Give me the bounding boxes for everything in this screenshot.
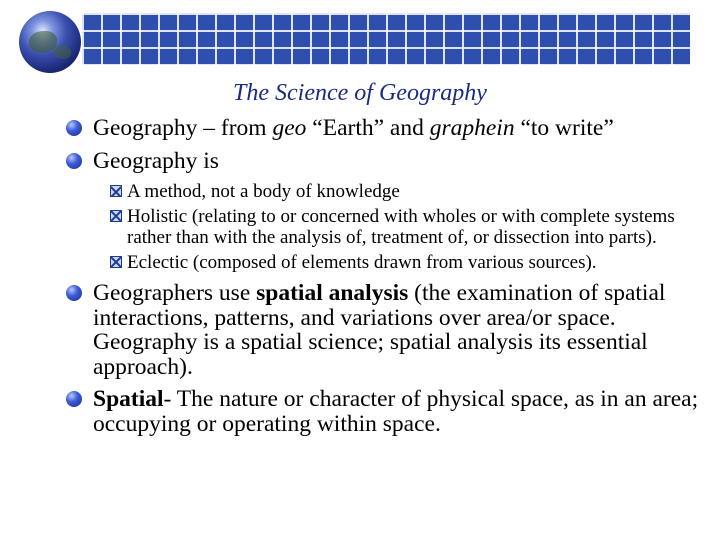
etymology-geo: geo xyxy=(272,115,307,141)
spatial-analysis-term: spatial analysis xyxy=(256,280,409,306)
slide-title: The Science of Geography xyxy=(233,80,487,106)
etymology-text-1: Geography – from xyxy=(93,115,273,141)
sphere-bullet-icon xyxy=(66,285,82,301)
geography-is-text: Geography is xyxy=(93,147,219,174)
bullet-item-etymology xyxy=(66,116,706,141)
sub-item-eclectic xyxy=(110,252,706,274)
etymology-graphein: graphein xyxy=(429,115,515,141)
sub-item-eclectic-text: Eclectic (composed of elements drawn from various sources). xyxy=(127,251,597,273)
sub-item-holistic-text: Holistic (relating to or concerned with wholes or with complete systems rather than with the analysis of, treatment of, or dissection into parts). xyxy=(127,205,675,248)
bullet-item-geography-is xyxy=(66,149,706,274)
spatial-term: Spatial xyxy=(93,386,164,412)
sub-bullet-list xyxy=(110,181,706,273)
spatial-analysis-text-1: Geographers use xyxy=(93,280,257,306)
bullet-item-spatial-analysis xyxy=(66,281,706,379)
sub-item-method xyxy=(110,181,706,203)
etymology-text-3: “to write” xyxy=(514,115,614,141)
sub-item-method-text: A method, not a body of knowledge xyxy=(127,181,400,202)
spatial-definition: - The nature or character of physical space, as in an area; occupying or operating within space. xyxy=(93,386,699,437)
etymology-text-2: “Earth” and xyxy=(306,115,430,141)
crossed-box-bullet-icon xyxy=(110,256,122,268)
sphere-bullet-icon xyxy=(66,120,82,136)
sphere-bullet-icon xyxy=(66,153,82,169)
header-grid-band xyxy=(82,13,690,65)
bullet-item-spatial xyxy=(66,387,706,436)
globe-icon xyxy=(19,11,81,73)
spatial-analysis-text-2: (the examination of spatial interactions, patterns, and variations over area/or space. Geography is a spatial science; spatial analysis its essential approach). xyxy=(93,280,666,380)
sub-item-holistic xyxy=(110,206,706,249)
crossed-box-bullet-icon xyxy=(110,185,122,197)
bullet-list xyxy=(66,116,706,444)
globe-logo xyxy=(18,10,82,74)
sphere-bullet-icon xyxy=(66,391,82,407)
crossed-box-bullet-icon xyxy=(110,210,122,222)
